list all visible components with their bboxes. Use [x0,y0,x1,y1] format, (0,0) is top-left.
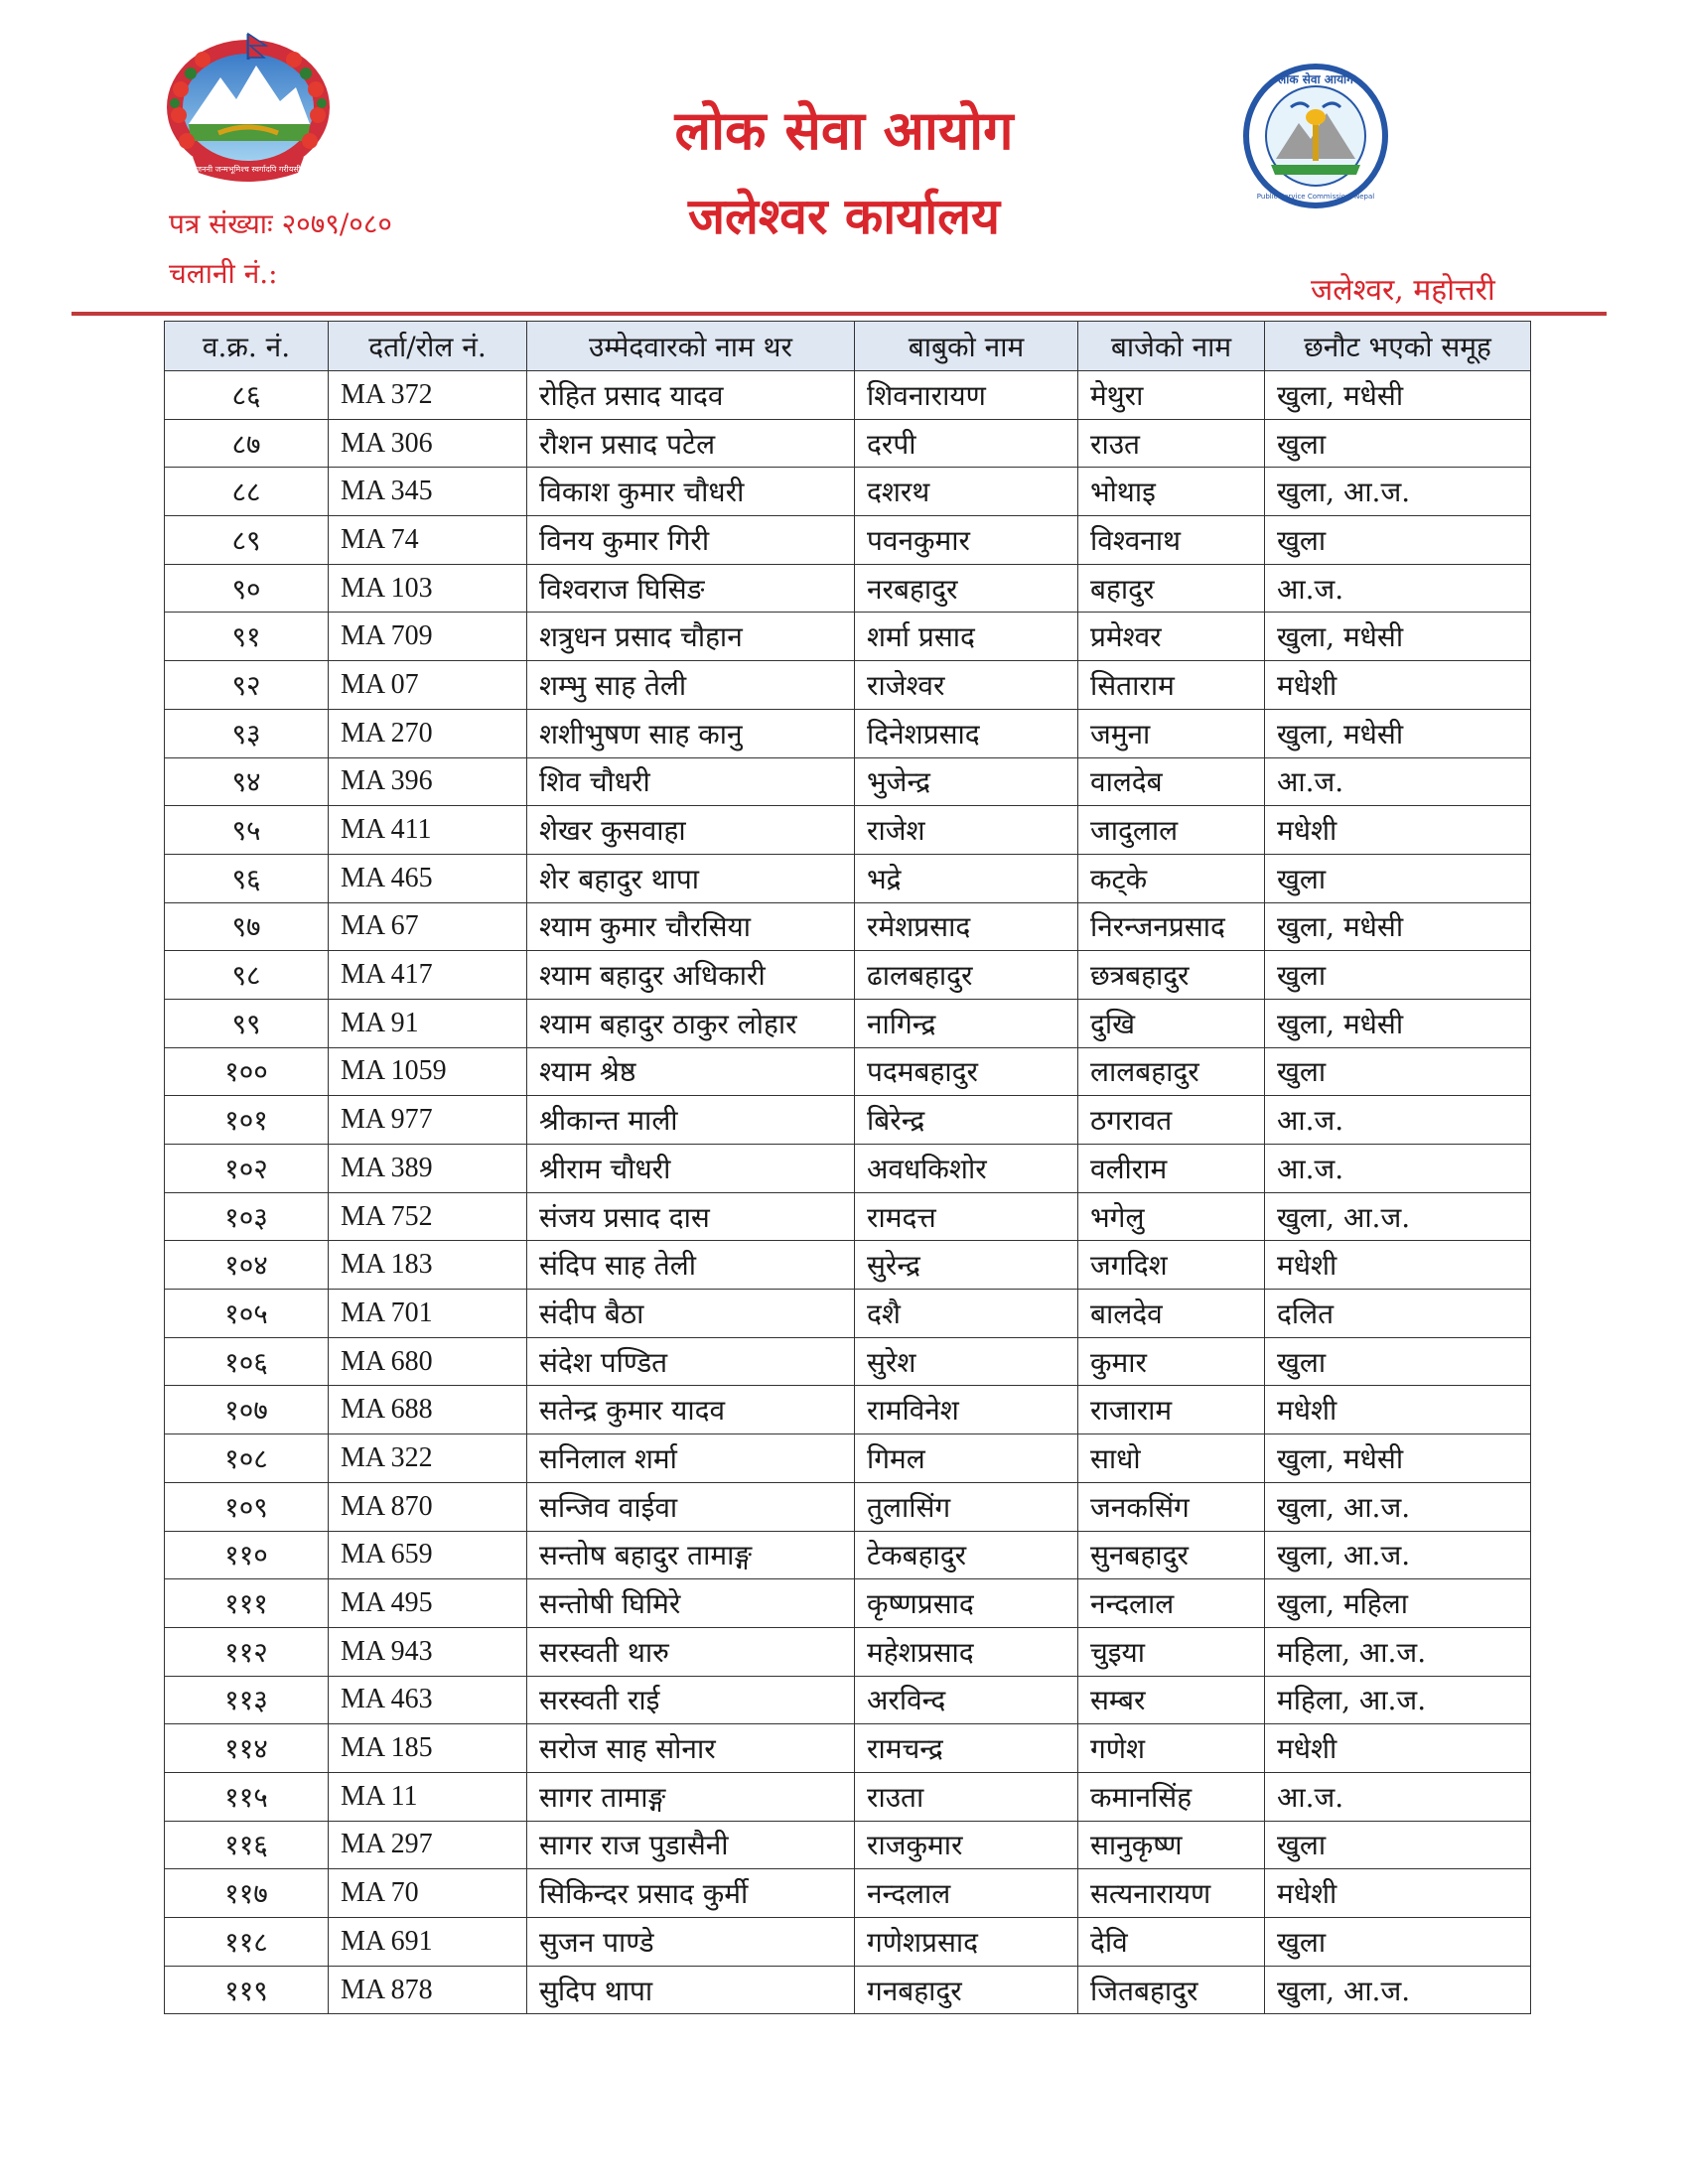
organization-title: लोक सेवा आयोग [674,98,1014,162]
column-header-candidate-name: उम्मेदवारको नाम थर [527,322,855,371]
grandfather-name-cell: सत्यनारायण [1078,1869,1265,1918]
roll-cell: MA 878 [329,1966,527,2014]
serial-cell: ९३ [165,709,329,757]
candidate-name-cell: श्याम बहादुर अधिकारी [527,951,855,1000]
candidate-name-cell: सरोज साह सोनार [527,1724,855,1773]
serial-cell: ११३ [165,1676,329,1724]
candidate-name-cell: सागर तामाङ्ग [527,1772,855,1821]
column-header-father-name: बाबुको नाम [855,322,1078,371]
roll-cell: MA 701 [329,1290,527,1338]
serial-cell: ११९ [165,1966,329,2014]
grandfather-name-cell: वलीराम [1078,1145,1265,1193]
roll-cell: MA 465 [329,854,527,902]
father-name-cell: गनबहादुर [855,1966,1078,2014]
serial-cell: ११२ [165,1627,329,1676]
father-name-cell: नरबहादुर [855,564,1078,613]
table-row [165,1724,1531,1773]
group-cell: खुला, मधेसी [1265,999,1531,1047]
serial-cell: ९४ [165,757,329,806]
candidate-name-cell: श्रीकान्त माली [527,1096,855,1145]
serial-cell: १०० [165,1047,329,1096]
column-header-grandfather-name: बाजेको नाम [1078,322,1265,371]
candidate-name-cell: सरस्वती थारु [527,1627,855,1676]
group-cell: खुला, आ.ज. [1265,1192,1531,1241]
group-cell: आ.ज. [1265,757,1531,806]
group-cell: मधेशी [1265,806,1531,855]
group-cell: खुला, आ.ज. [1265,468,1531,516]
candidate-name-cell: संदेश पण्डित [527,1337,855,1386]
emblem-motto: जननी जन्मभूमिश्च स्वर्गादपि गरीयसी [196,165,301,174]
table-row [165,902,1531,951]
roll-cell: MA 709 [329,613,527,661]
roll-cell: MA 691 [329,1918,527,1967]
roll-cell: MA 297 [329,1821,527,1869]
grandfather-name-cell: साधो [1078,1434,1265,1483]
grandfather-name-cell: निरन्जनप्रसाद [1078,902,1265,951]
father-name-cell: राउता [855,1772,1078,1821]
roll-cell: MA 411 [329,806,527,855]
candidate-name-cell: संदीप बैठा [527,1290,855,1338]
father-name-cell: दशै [855,1290,1078,1338]
father-name-cell: शिवनारायण [855,371,1078,420]
group-cell: आ.ज. [1265,1772,1531,1821]
group-cell: खुला, महिला [1265,1579,1531,1628]
father-name-cell: अरविन्द [855,1676,1078,1724]
letter-number: पत्र संख्याः २०७९/०८० [169,207,392,240]
grandfather-name-cell: भगेलु [1078,1192,1265,1241]
column-header-roll: दर्ता/रोल नं. [329,322,527,371]
table-row [165,1337,1531,1386]
father-name-cell: रामदत्त [855,1192,1078,1241]
grandfather-name-cell: जितबहादुर [1078,1966,1265,2014]
grandfather-name-cell: जगदिश [1078,1241,1265,1290]
group-cell: मधेशी [1265,1869,1531,1918]
serial-cell: ९६ [165,854,329,902]
group-cell: आ.ज. [1265,564,1531,613]
serial-cell: ८९ [165,516,329,565]
serial-cell: १०४ [165,1241,329,1290]
grandfather-name-cell: देवि [1078,1918,1265,1967]
group-cell: खुला, मधेसी [1265,902,1531,951]
table-body [165,371,1531,2014]
roll-cell: MA 495 [329,1579,527,1628]
group-cell: मधेशी [1265,1724,1531,1773]
table-row [165,1241,1531,1290]
table-row [165,1386,1531,1434]
serial-cell: ९० [165,564,329,613]
grandfather-name-cell: सानुकृष्ण [1078,1821,1265,1869]
father-name-cell: सुरेन्द्र [855,1241,1078,1290]
candidate-name-cell: शिव चौधरी [527,757,855,806]
header-divider [71,312,1607,316]
father-name-cell: राजेश [855,806,1078,855]
grandfather-name-cell: मेथुरा [1078,371,1265,420]
roll-cell: MA 185 [329,1724,527,1773]
roll-cell: MA 183 [329,1241,527,1290]
table-row [165,854,1531,902]
roll-cell: MA 680 [329,1337,527,1386]
serial-cell: १०८ [165,1434,329,1483]
candidate-name-cell: शम्भु साह तेली [527,661,855,710]
father-name-cell: राजेश्वर [855,661,1078,710]
table-header-row [165,322,1531,371]
group-cell: खुला, मधेसी [1265,1434,1531,1483]
group-cell: आ.ज. [1265,1145,1531,1193]
serial-cell: ८८ [165,468,329,516]
grandfather-name-cell: बहादुर [1078,564,1265,613]
roll-cell: MA 07 [329,661,527,710]
father-name-cell: दिनेशप्रसाद [855,709,1078,757]
candidate-name-cell: शत्रुधन प्रसाद चौहान [527,613,855,661]
table-row [165,1290,1531,1338]
candidate-name-cell: संदिप साह तेली [527,1241,855,1290]
father-name-cell: अवधकिशोर [855,1145,1078,1193]
serial-cell: ११८ [165,1918,329,1967]
grandfather-name-cell: भोथाइ [1078,468,1265,516]
candidate-table [164,321,1531,2014]
table-row [165,564,1531,613]
office-location: जलेश्वर, महोत्तरी [1311,273,1495,308]
group-cell: खुला [1265,1821,1531,1869]
grandfather-name-cell: जनकसिंग [1078,1482,1265,1531]
group-cell: मधेशी [1265,1241,1531,1290]
table-row [165,709,1531,757]
grandfather-name-cell: गणेश [1078,1724,1265,1773]
grandfather-name-cell: दुखि [1078,999,1265,1047]
serial-cell: ९९ [165,999,329,1047]
roll-cell: MA 74 [329,516,527,565]
serial-cell: ११५ [165,1772,329,1821]
group-cell: खुला, मधेसी [1265,709,1531,757]
group-cell: खुला, आ.ज. [1265,1531,1531,1579]
group-cell: खुला [1265,419,1531,468]
grandfather-name-cell: सुनबहादुर [1078,1531,1265,1579]
group-cell: आ.ज. [1265,1096,1531,1145]
father-name-cell: पवनकुमार [855,516,1078,565]
group-cell: खुला [1265,516,1531,565]
serial-cell: ८७ [165,419,329,468]
serial-cell: १०७ [165,1386,329,1434]
candidate-name-cell: सन्जिव वाईवा [527,1482,855,1531]
roll-cell: MA 67 [329,902,527,951]
group-cell: मधेशी [1265,1386,1531,1434]
grandfather-name-cell: नन्दलाल [1078,1579,1265,1628]
candidate-name-cell: सतेन्द्र कुमार यादव [527,1386,855,1434]
roll-cell: MA 372 [329,371,527,420]
roll-cell: MA 463 [329,1676,527,1724]
table-row [165,806,1531,855]
grandfather-name-cell: सम्बर [1078,1676,1265,1724]
table-row [165,1434,1531,1483]
father-name-cell: ढालबहादुर [855,951,1078,1000]
father-name-cell: गणेशप्रसाद [855,1918,1078,1967]
candidate-name-cell: सरस्वती राई [527,1676,855,1724]
roll-cell: MA 270 [329,709,527,757]
grandfather-name-cell: कमानसिंह [1078,1772,1265,1821]
grandfather-name-cell: प्रमेश्वर [1078,613,1265,661]
table-row [165,516,1531,565]
emblem-top-text: लोक सेवा आयोग [1278,72,1353,86]
roll-cell: MA 91 [329,999,527,1047]
roll-cell: MA 943 [329,1627,527,1676]
serial-cell: ९५ [165,806,329,855]
candidate-name-cell: सन्तोषी घिमिरे [527,1579,855,1628]
group-cell: खुला, आ.ज. [1265,1966,1531,2014]
candidate-name-cell: श्याम श्रेष्ठ [527,1047,855,1096]
group-cell: महिला, आ.ज. [1265,1627,1531,1676]
dispatch-number: चलानी नं.: [169,257,278,290]
father-name-cell: नन्दलाल [855,1869,1078,1918]
father-name-cell: महेशप्रसाद [855,1627,1078,1676]
serial-cell: १०५ [165,1290,329,1338]
table-row [165,1918,1531,1967]
roll-cell: MA 103 [329,564,527,613]
table-row [165,371,1531,420]
candidate-name-cell: श्याम कुमार चौरसिया [527,902,855,951]
candidate-name-cell: श्याम बहादुर ठाकुर लोहार [527,999,855,1047]
column-header-selected-group: छनौट भएको समूह [1265,322,1531,371]
table-row [165,1869,1531,1918]
father-name-cell: दशरथ [855,468,1078,516]
serial-cell: ९८ [165,951,329,1000]
grandfather-name-cell: जादुलाल [1078,806,1265,855]
candidate-name-cell: सन्तोष बहादुर तामाङ्ग [527,1531,855,1579]
group-cell: खुला, मधेसी [1265,371,1531,420]
table-row [165,1627,1531,1676]
group-cell: खुला [1265,951,1531,1000]
roll-cell: MA 322 [329,1434,527,1483]
grandfather-name-cell: वालदेब [1078,757,1265,806]
table-row [165,1772,1531,1821]
grandfather-name-cell: राउत [1078,419,1265,468]
candidate-name-cell: रोहित प्रसाद यादव [527,371,855,420]
roll-cell: MA 396 [329,757,527,806]
serial-cell: १०६ [165,1337,329,1386]
serial-cell: ११७ [165,1869,329,1918]
table-row [165,613,1531,661]
office-title: जलेश्वर कार्यालय [687,187,1001,245]
grandfather-name-cell: कुमार [1078,1337,1265,1386]
serial-cell: ८६ [165,371,329,420]
roll-cell: MA 11 [329,1772,527,1821]
candidate-name-cell: सिकिन्दर प्रसाद कुर्मी [527,1869,855,1918]
group-cell: मधेशी [1265,661,1531,710]
candidate-name-cell: विकाश कुमार चौधरी [527,468,855,516]
roll-cell: MA 977 [329,1096,527,1145]
group-cell: खुला, मधेसी [1265,613,1531,661]
table-row [165,1482,1531,1531]
table-row [165,1145,1531,1193]
grandfather-name-cell: राजाराम [1078,1386,1265,1434]
roll-cell: MA 870 [329,1482,527,1531]
father-name-cell: शर्मा प्रसाद [855,613,1078,661]
grandfather-name-cell: बालदेव [1078,1290,1265,1338]
candidate-name-cell: सनिलाल शर्मा [527,1434,855,1483]
serial-cell: १०३ [165,1192,329,1241]
candidate-name-cell: सुदिप थापा [527,1966,855,2014]
group-cell: दलित [1265,1290,1531,1338]
candidate-name-cell: रौशन प्रसाद पटेल [527,419,855,468]
father-name-cell: रामचन्द्र [855,1724,1078,1773]
grandfather-name-cell: लालबहादुर [1078,1047,1265,1096]
roll-cell: MA 345 [329,468,527,516]
father-name-cell: टेकबहादुर [855,1531,1078,1579]
roll-cell: MA 306 [329,419,527,468]
father-name-cell: राजकुमार [855,1821,1078,1869]
father-name-cell: कृष्णप्रसाद [855,1579,1078,1628]
table-row [165,1047,1531,1096]
serial-cell: १११ [165,1579,329,1628]
father-name-cell: भुजेन्द्र [855,757,1078,806]
grandfather-name-cell: जमुना [1078,709,1265,757]
grandfather-name-cell: ठगरावत [1078,1096,1265,1145]
table-row [165,1192,1531,1241]
group-cell: खुला, आ.ज. [1265,1482,1531,1531]
table-row [165,419,1531,468]
table-row [165,1531,1531,1579]
group-cell: खुला [1265,1047,1531,1096]
group-cell: खुला [1265,1337,1531,1386]
father-name-cell: सुरेश [855,1337,1078,1386]
grandfather-name-cell: छत्रबहादुर [1078,951,1265,1000]
serial-cell: ९७ [165,902,329,951]
father-name-cell: नागिन्द्र [855,999,1078,1047]
serial-cell: १०१ [165,1096,329,1145]
father-name-cell: दरपी [855,419,1078,468]
grandfather-name-cell: कट्के [1078,854,1265,902]
candidate-name-cell: शेर बहादुर थापा [527,854,855,902]
father-name-cell: तुलासिंग [855,1482,1078,1531]
serial-cell: ११४ [165,1724,329,1773]
table-row [165,1579,1531,1628]
father-name-cell: गिमल [855,1434,1078,1483]
table-row [165,661,1531,710]
serial-cell: ९२ [165,661,329,710]
grandfather-name-cell: सिताराम [1078,661,1265,710]
grandfather-name-cell: चुइया [1078,1627,1265,1676]
candidate-name-cell: सुजन पाण्डे [527,1918,855,1967]
roll-cell: MA 389 [329,1145,527,1193]
roll-cell: MA 659 [329,1531,527,1579]
serial-cell: ९१ [165,613,329,661]
grandfather-name-cell: विश्वनाथ [1078,516,1265,565]
candidate-name-cell: श्रीराम चौधरी [527,1145,855,1193]
table-row [165,1096,1531,1145]
roll-cell: MA 417 [329,951,527,1000]
table-row [165,1676,1531,1724]
table-row [165,468,1531,516]
candidate-name-cell: संजय प्रसाद दास [527,1192,855,1241]
roll-cell: MA 1059 [329,1047,527,1096]
emblem-bottom-text: Public Service Commission, Nepal [1256,193,1375,201]
group-cell: खुला [1265,854,1531,902]
father-name-cell: बिरेन्द्र [855,1096,1078,1145]
candidate-name-cell: सागर राज पुडासैनी [527,1821,855,1869]
roll-cell: MA 752 [329,1192,527,1241]
table-row [165,1966,1531,2014]
serial-cell: ११० [165,1531,329,1579]
table-row [165,1821,1531,1869]
group-cell: महिला, आ.ज. [1265,1676,1531,1724]
father-name-cell: पदमबहादुर [855,1047,1078,1096]
table-row [165,951,1531,1000]
father-name-cell: रमेशप्रसाद [855,902,1078,951]
father-name-cell: भद्रे [855,854,1078,902]
candidate-name-cell: शेखर कुसवाहा [527,806,855,855]
table-row [165,999,1531,1047]
table-row [165,757,1531,806]
roll-cell: MA 688 [329,1386,527,1434]
roll-cell: MA 70 [329,1869,527,1918]
column-header-serial: व.क्र. नं. [165,322,329,371]
candidate-name-cell: विनय कुमार गिरी [527,516,855,565]
candidate-name-cell: विश्वराज घिसिङ [527,564,855,613]
serial-cell: १०९ [165,1482,329,1531]
group-cell: खुला [1265,1918,1531,1967]
father-name-cell: रामविनेश [855,1386,1078,1434]
serial-cell: ११६ [165,1821,329,1869]
serial-cell: १०२ [165,1145,329,1193]
candidate-name-cell: शशीभुषण साह कानु [527,709,855,757]
